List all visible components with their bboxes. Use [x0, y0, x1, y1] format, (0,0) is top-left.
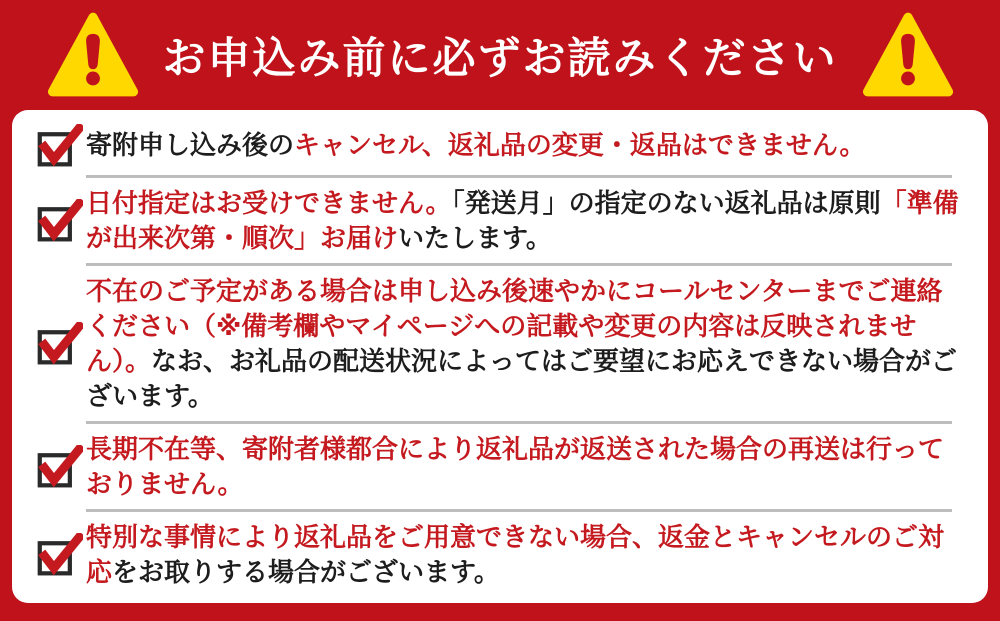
notice-text — [86, 274, 966, 414]
notice-text-segment: 「発送月」の指定のない返礼品は原則 — [451, 187, 881, 218]
notice-text-segment: なお、お礼品の配送状況によってはご要望にお応えできない場合がございます。 — [86, 345, 958, 411]
notice-item — [36, 177, 966, 265]
checkbox-checked-icon — [36, 445, 86, 489]
notice-text-segment: いたします。 — [398, 222, 552, 253]
notice-text-segment: 「準備が出来次第・順次」お届け — [86, 187, 959, 253]
notice-text — [86, 128, 866, 163]
banner-title: お申込み前に必ずお読みください — [162, 34, 838, 83]
notice-text-segment: 日付指定はお受けできません。 — [86, 187, 452, 218]
checkbox-checked-icon — [36, 199, 86, 243]
banner-header — [0, 0, 1000, 110]
notice-text — [86, 432, 966, 502]
notice-item — [36, 423, 966, 511]
notice-item — [36, 265, 966, 423]
notice-text-segment: 不在のご予定がある場合は申し込み後速やかにコールセンターまでご連絡ください（※備考欄やマイページへの記載や変更の内容は反映されません）。 — [86, 275, 943, 376]
notice-text-segment: をお取りする場合がございます。 — [112, 556, 500, 587]
notice-panel — [12, 110, 988, 603]
checkbox-checked-icon — [36, 124, 86, 168]
checkbox-checked-icon — [36, 322, 86, 366]
notice-text-segment: 特別な事情により返礼品をご用意できない場合、返金とキャンセルのご対応 — [86, 521, 945, 587]
notice-text-segment: 寄附申し込み後の — [86, 130, 295, 160]
warning-triangle-icon — [47, 11, 139, 99]
notice-text — [86, 520, 966, 590]
notice-item — [36, 115, 966, 177]
checkbox-checked-icon — [36, 533, 86, 577]
notice-list — [36, 115, 966, 599]
notice-text — [86, 186, 966, 256]
notice-text-segment: キャンセル、返礼品の変更・返品はできません。 — [294, 130, 866, 160]
warning-triangle-icon — [862, 11, 954, 99]
notice-item — [36, 511, 966, 599]
notice-text-segment: 長期不在等、寄附者様都合により返礼品が返送された場合の再送は行っておりません。 — [86, 433, 945, 499]
